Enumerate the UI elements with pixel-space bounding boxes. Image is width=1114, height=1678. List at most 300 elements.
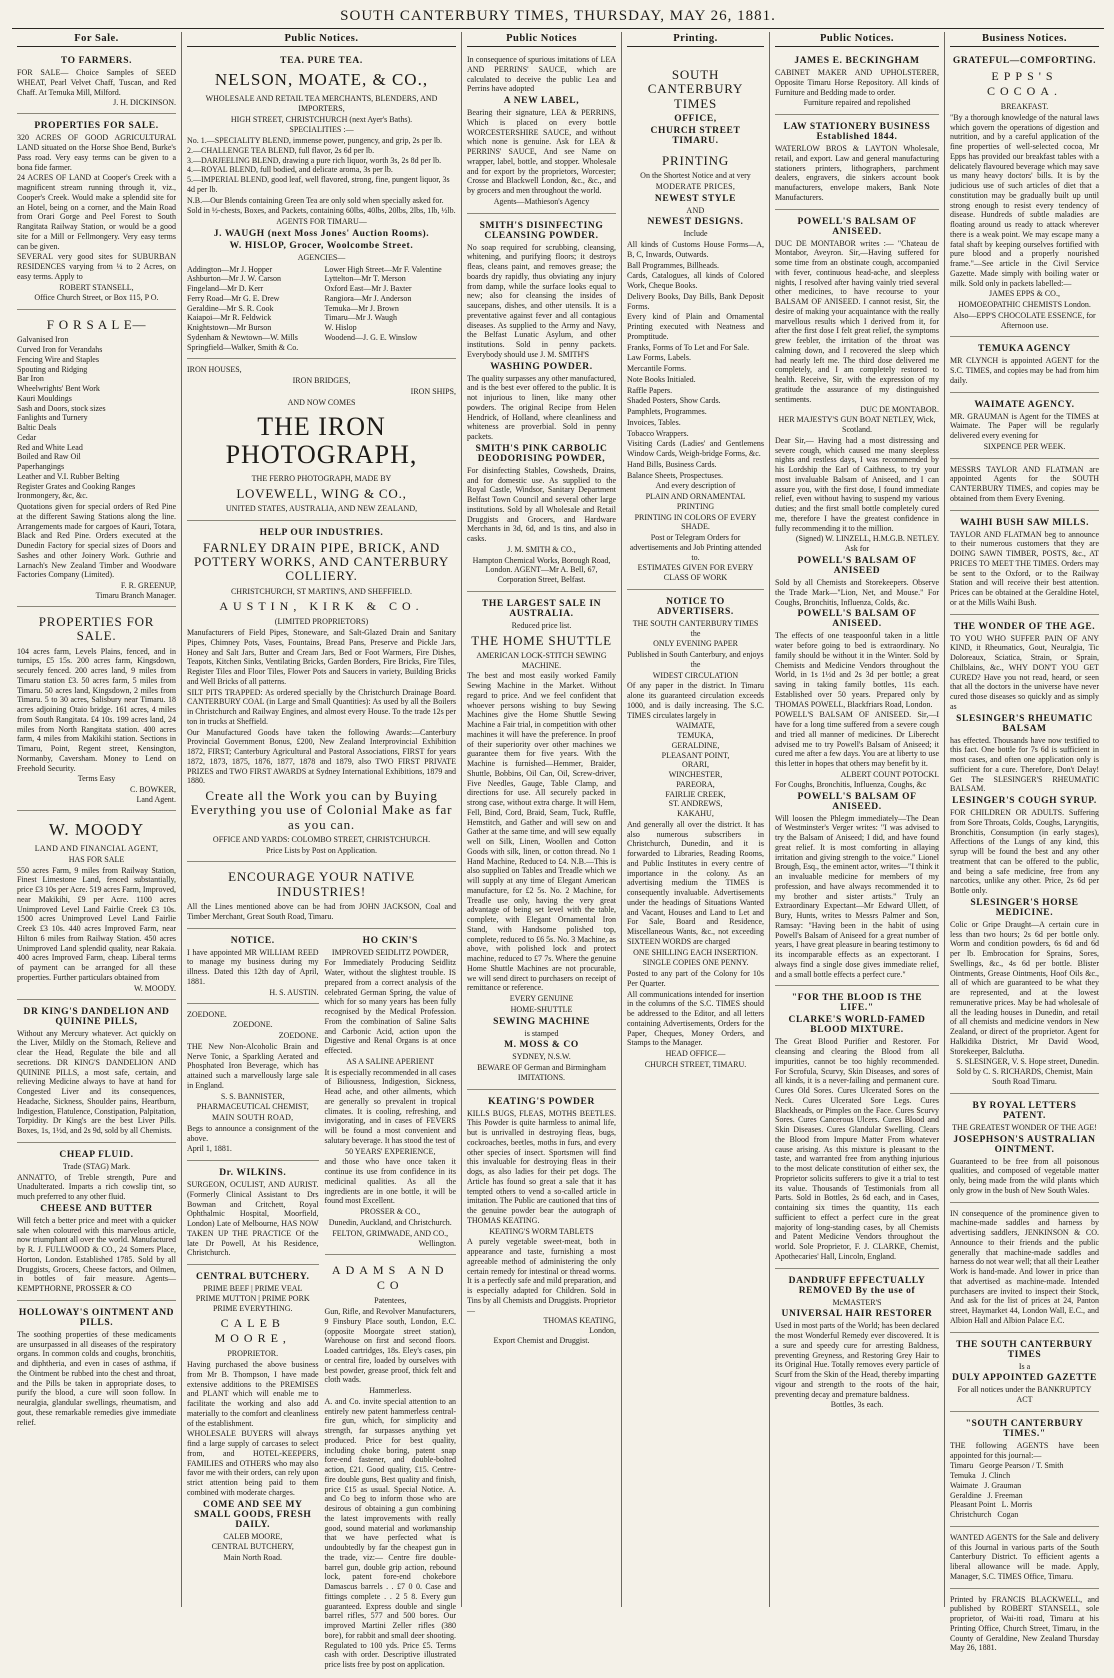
list-item: Invoices, Tables. [627,417,681,427]
ad-for-sale-iron [17,312,176,607]
list-item: Visiting Cards (Ladies' and Gentlemens Window Cards, Weigh-bridge Forms, &c. [627,439,764,459]
ad-line: ZOEDONE. [278,1031,319,1041]
ad-epps-cocoa [950,51,1099,337]
ad-line: On the Shortest Notice and at very [640,171,751,181]
ad-subheading: WHOLESALE AND RETAIL TEA MERCHANTS, BLENDERS, AND IMPORTERS, [205,94,438,113]
ad-body: And generally all over the district. It has also numerous subscribers in Christchurch, Dunedin, and it is forwarded to Libraries, Reading Rooms, and Public Institutes in every centre of importance in the colony. As an advertising medium the TIMES is consequently invaluable. Advertisements under the headings of Situations Wanted and Vacant, Houses and Land to Let and For Sale, Board and Residence, Miscellaneous Wants, &c., not exceeding SIXTEEN WORDS are charged [627,819,764,946]
ad-wanted-agents [950,1529,1099,1589]
ad-line: ZOEDONE. [232,1020,273,1030]
ad-line: Ask for [844,544,870,554]
ad-subheading: SPECIALITIES :— [289,125,354,135]
ad-signature: CENTRAL BUTCHERY, [211,1542,294,1552]
list-item: Geraldine—Mr S. R. Cook [187,303,274,313]
ad-line: Include [683,229,708,239]
ad-heading: CENTRAL BUTCHERY. [195,1272,310,1283]
ad-line: ESTIMATES GIVEN FOR EVERY CLASS OF WORK [637,563,754,583]
ad-subheading: Reduced price list. [511,620,572,630]
list-item: Ashburton—Mr J. W. Carson [187,274,282,284]
ad-body: Sold in ½-chests, Boxes, and Packets, containing 60lbs, 40lbs, 20lbs, 2lbs, 1lb, ½lb. [187,206,456,216]
list-item: Boiled and Raw Oil [17,452,81,462]
ad-signature: (Signed) W. LINZELL, H.M.G.B. NETLEY. [795,534,939,544]
list-item: Raffle Papers. [627,385,673,395]
ad-heading: SLESINGER'S RHEUMATIC BALSAM [956,713,1093,734]
ad-body: ANNATTO, of Treble strength, Pure and Unadulterated. Imparts a rich cowslip tint, so much preferred to any other fluid. [17,1172,176,1202]
ad-body: Will loosen the Phlegm immediately—The Dean of Westminster's Verger writes: "I was advised to try the Balsam of Aniseed; I did, and have found great relief. It is most comforting in allaying irritation and giving strength to the voice." Lionel Brough, Esq., the eminent actor, writes—"I think it an invaluable medicine for members of my profession, and have always recommended it to my brother and sister artists." Truly an Extraordinary Expectant—Mr Edward Ullett, of Bury, Hunts, writes to Messrs Palmer and Son, Ramsay: "Having been in the habit of using Powell's Balsam of Aniseed for a great number of years, I have great pleasure in bearing testimony to its incomparable effects as an expectorant. I always find a single dose gives immediate relief, and a small bottle effects a perfect cure." [775,813,939,979]
ad-body: The Great Blood Purifier and Restorer. For cleansing and clearing the Blood from all impurities, cannot be too highly recommended. For Scrofula, Scurvy, Skin Diseases, and sores of all kinds, it is a never-failing and permanent cure. Cures Old Sores. Cures Ulcerated Sores on the Neck. Cures Ulcerated Sore Legs. Cures Blackheads, or Pimples on the Face. Cures Scurvy Sores. Cures Cancerous Ulcers. Cures Blood and Skin Diseases. Cures Glandular Swelling. Clears the Blood from Impure Matter From whatever cause arising. As this mixture is pleasant to the taste, and warranted free from anything injurious to the most delicate constitution of either sex, the Proprietor solicits sufferers to give it a trial to test its value. Thousands of Testimonials from all Parts. Sold in Bottles, 2s 6d each, and in Cases, containing six times the quantity, 11s each sufficient to effect a perfect cure in the great majority of long-standing cases, by all Chemists and Patent Medicine Vendors throughout the world. Sole Proprietor, F. J. CLARKE, Chemist, Apothecaries' Hall, Lincoln, England. [775,1037,939,1261]
ad-wilkins [187,1163,319,1265]
ad-clarke-blood [775,988,939,1268]
list-item: 5.—IMPERIAL BLEND, good leaf, well flavored, strong, fine, pungent liquor, 3s 4d per lb. [187,175,450,194]
ad-signature: CALEB MOORE, [223,1531,283,1541]
ad-nelson-tea [187,51,456,359]
ad-body: POWELL'S BALSAM OF ANISEED. Sir,—I have for a long time suffered from a severe cough and tried all manner of medicines. Dr Liberecht advised me to try Powell's Balsam of Aniseed; it cured me after a few days. You are at liberty to use this letter in hopes that others may benefit by it. [775,710,939,768]
ad-heading: THE SOUTH CANTERBURY TIMES [956,1339,1093,1360]
ad-body: Dear Sir,— Having had a most distressing and severe cough, which caused me many sleepless nights and restless days, I was recommended by his Lordship the Earl of Caithness, to try your most invaluable Balsam of Aniseed, and I can assure you, with the first dose, I found immediate relief, even without having to suspend my various duties; and the first small bottle completely cured me, therefore I have the greatest confidence in fully recommending it to the million. [775,435,939,533]
ad-printing-office [627,51,764,590]
list-item: PLEASANT POINT, [661,750,730,760]
ad-body: DUC DE MONTABOR writes :— "Chateau de Montabor, Aveyron. Sir,—Having suffered for some time from an obstinate cough, accompanied with fever, continuous head-ache, and sleepless nights, I resolved after having vainly tried several other medicines, to have recourse to your BALSAM OF ANISEED. I cannot resist, Sir, the desire of making your acquaintance with the really marvellous results which I derived from it, for after the first dose I felt great relief, the symptoms grew feebler, the irritation of the throat was calming down, and I recovered the sleep which had nearly left me. The third dose delivered me completely, and I am completely restored to health. Receive, Sir, with the expression of my gratitude the assurance of my distinguished sentiments. [775,238,939,404]
subcolumn-right [325,931,457,1678]
ad-title: NELSON, MOATE, & CO., [214,70,429,89]
ad-signature: C. BOWKER, [130,785,176,795]
ad-body: MESSRS TAYLOR AND FLATMAN are appointed Agents for the SOUTH CANTERBURY TIMES, and copies may be obtained from them Every Evening. [950,464,1099,503]
ad-heading: UNIVERSAL HAIR RESTORER [781,1309,933,1320]
table-row [950,1461,1099,1471]
table-row [950,1500,1099,1510]
list-item: PAREORA, [676,779,715,789]
ad-signature: JAMES EPPS & CO., [989,289,1060,299]
list-item: Shaded Posters, Show Cards. [627,396,721,406]
column-business-notices [945,32,1104,1653]
list-item: Baltic Deals [17,423,57,433]
ad-body: 24 ACRES OF LAND at Cooper's Creek with a magnificent stream running through it, viz., Cooper's Creek. Would make a splendid site for an Hotel, being on a corner, and the Main Road from Orari Gorge and Peel Forest to South Rangitata Railway Station, or would be a good site for a Mill or Fellmongery. Very easy terms can be given. [17,173,176,251]
ad-heading: LAW STATIONERY BUSINESS Established 1844. [783,122,931,142]
ad-holloway [17,1303,176,1434]
ad-moody [17,813,176,1000]
list-item: Hand Bills, Business Cards. [627,459,717,469]
ad-signature: FELTON, GRIMWADE, AND CO., [332,1228,449,1238]
ad-signature: PHARMACEUTICAL CHEMIST, [196,1102,309,1112]
list-item: Cedar [17,432,37,442]
table-cell-place: Waimate [950,1480,979,1490]
ad-heading: CHURCH STREET TIMARU. [650,125,741,146]
list-item: TEMUKA, [677,731,714,741]
ad-body: I have appointed MR WILLIAM REED to manage my business during my illness. Dated this 12th day of April, 1881. [187,947,319,986]
ad-title: CALEB MOORE, [214,1316,291,1346]
ad-line: HOME-SHUTTLE [510,1004,573,1014]
ad-heading: F O R S A L E— [46,317,147,332]
ad-josephson [950,1096,1099,1203]
ad-adams [325,1257,457,1676]
list-item: Curved Iron for Verandahs [17,345,103,355]
list-item: Fanlights and Turnery [17,413,88,423]
ad-lea-perrins [467,51,616,214]
ad-subheading: KEATING'S WORM TABLETS [489,1226,594,1236]
ad-heading: NOTICE. [230,935,275,946]
ad-signature: Export Chemist and Druggist. [493,1336,590,1346]
ad-notice-advertisers [627,592,764,1076]
ad-heading: TEMUKA AGENCY [977,344,1072,355]
column-heading: Public Notices. [775,32,939,47]
ad-subheading: AS A SALINE APERIENT [346,1056,435,1066]
ad-heading: CHEESE AND BUTTER [40,1203,153,1214]
ad-subheading: (LIMITED PROPRIETORS) [274,617,369,627]
ad-title: FARNLEY DRAIN PIPE, BRICK, AND POTTERY WORKS, AND CANTERBURY COLLIERY. [193,539,450,584]
list-item: PRIME EVERYTHING. [212,1303,293,1313]
list-item: Woodend—J. G. E. Winslow [324,332,418,342]
ad-to-farmers [17,51,176,114]
ad-line: HEAD OFFICE— [665,1049,726,1059]
ad-body: For Immediately Producing Seidlitz Water, without the slightest trouble. IS prepared from a correct analysis of the celebrated German Spring, the value of which for so many years has been fully recognised by the Medical Profession. From the combination of Saline Salts and Carbonic Acid, action upon the Digestive and Renal Organs is at once effected. [324,958,456,1056]
ad-signature: J. M. SMITH & CO., [507,544,576,554]
ad-body: Gun, Rifle, and Revolver Manufacturers, 9 Finsbury Place south, London, E.C. (opposite Moorgate street station), Warehouse on first and second floors. Loaded cartridges, 18s. Eley's cases, pin or central fire, loaded by ourselves with best powder, grease proof, thick felt and cloth wads. [324,1307,456,1385]
ad-iron-photograph [187,361,456,520]
column-public-notices-2 [462,32,622,1607]
ad-hair-restorer [775,1271,939,1417]
ad-heading: HOLLOWAY'S OINTMENT AND PILLS. [18,1307,175,1328]
ad-heading: NEWEST STYLE [654,193,737,204]
ad-signature: DUC DE MONTABOR. [860,405,939,415]
list-item: Ferry Road—Mr G. E. Drew [187,293,280,303]
table-row [950,1510,1099,1520]
list-item: Ironmongery, &c, &c. [17,491,88,501]
list-item: PRIME MUTTON | PRIME PORK [195,1293,310,1303]
ad-subheading: AGENCIES— [297,252,346,262]
ad-temuka-agency [950,339,1099,392]
columns [12,32,1104,1670]
list-item: Timaru—Mr J. Waugh [324,313,397,323]
ad-body: Guaranteed to be free from all poisonous qualities, and composed of vegetable matter only, being made from the wild plants which only grow in the bush of New South Wales. [950,1156,1099,1195]
ad-body: IN consequence of the prominence given to machine-made saddles and harness by advertising saddlers, JENKINSON & CO. Announce to their friends and the public generally that machine-made saddles and harness do not wear well; that all their Leather Work is hand-made. And lower in price than that advertised as machine-made. Intended purchasers are invited to inspect their Stock, And ask for the list of prices at 24, Panton street, Haymarket 44, London Wall, E.C., and Albion Hall and Albion Palace E.C. [950,1208,1099,1325]
ad-heading: M. MOSS & CO [504,1040,579,1051]
ad-line: IRON BRIDGES, [292,376,351,385]
ad-signature: Office Church Street, or Box 115, P O. [34,293,159,303]
ad-signature: F. R. GREENUP, [120,581,176,591]
ad-heading: CLARKE'S WORLD-FAMED BLOOD MIXTURE. [788,1015,926,1036]
ad-central-butchery [187,1267,319,1569]
imprint-text: Printed by FRANCIS BLACKWELL, and published by ROBERT STANSELL, sole proprietor, of Wai-iti road, Timaru at his Printing Office, Church Street, Timaru, in the County of Geraldine, New Zealand Thursday May 26, 1881. [950,1594,1099,1653]
ad-body: The best and most easily worked Family Sewing Machine in the Market. Without regard to price. And we feel confident that whoever persons wishing to buy Sewing Machines give the Home Shuttle Sewing Machine a Fair trial, in competition with other machines it will have the preference. In proof of their superiority over other machines we guarantee them for five years. With the Machine is furnished—Hemmer, Braider, Shuttle, Bobbins, Oil Can, Oil, Screw-driver, Five Needles, Gauge, Table Clamp, and directions for use. All securely packed in strong case, without extra charge. It will Hem, Fell, Bind, Cord, Braid, Seam, Tuck, Ruffle, Hemstitch, and Gather and will sew on and Gather at the same time, and will sew equally well on Silk, Linen, Woollen and Cotton Goods with silk, linen, or cotton thread. No 1 Hand Machine, Reduced to £4. N.B.—This is also supplied on Tables and Treadle which we will supply at any time of Elegant American manufacture, for £2 5s. No. 2 Machine, for Treadle use only, having the very great advantage of being set level with the table, complete, with Elegant Ornamental Iron Stand, with Handsome polished top, complete, reduced to £6 5s. No. 3 Machine, as above, with polished lock and protect machine, reduced to £7 7s. Where the genuine Home Shuttle Machines are not procurable, we will send direct to purchasers on receipt of remittance or reference. [467,671,616,993]
ad-heading: J. WAUGH (next Moss Jones' Auction Rooms). [213,228,430,239]
agencies-table [187,264,456,354]
ad-agents [950,1414,1099,1527]
table-cell-place: Pleasant Point [950,1500,996,1510]
ad-title: ADAMS AND CO [331,1263,449,1293]
ad-heading: "FOR THE BLOOD IS THE LIFE." [791,993,923,1014]
ad-subheading: THE GREATEST WONDER OF THE AGE! [952,1122,1097,1132]
ad-keating [467,1092,616,1353]
ad-subheading: Furniture repaired and repolished [803,98,911,108]
ad-heading: "SOUTH CANTERBURY TIMES." [965,1418,1084,1439]
column-public-notices-1 [182,32,462,1670]
ad-subheading: Hammerless. [369,1386,412,1396]
ad-heading: CHEAP FLUID. [59,1149,134,1160]
ad-signature: London, [589,1326,616,1336]
ad-line: IRON HOUSES, [187,365,242,375]
ad-line: WIDEST CIRCULATION [652,670,739,680]
ad-line: ONE SHILLING EACH INSERTION. [633,947,758,957]
ad-heading: WASHING POWDER. [490,361,593,372]
list-item: Fencing Wire and Staples [17,354,99,364]
ad-body: Without any Mercury whatever. Act quickly on the Liver, Mildly on the Stomach, Relieve and clear the Head, Regulate the bile and all secretions. DR KING'S DANDELION AND QUININE PILLS, a most safe, certain, and relieving Medicine always to have at hand for Congested Liver and its consequences, Headache, Sickness, Shoulder pains, Heartburn, Indigestion, Flatulence, Constipation, Palpitation, Torpidity. Dr King's are the best Liver Pills. Boxes, 1s, 1½d, and 2s 9d, sold by all Chemists. [17,1028,176,1136]
ad-line: CHURCH STREET, TIMARU. [644,1059,747,1069]
list-item: Springfield—Walker, Smith & Co. [187,342,299,352]
ad-subheading: Patentees, [374,1296,407,1306]
list-item: WAIMATE, [676,721,715,731]
list-item: And every description of [655,481,736,491]
ad-line: Is a [1018,1361,1031,1371]
table-row [950,1491,1099,1501]
ad-signature: PROSSER & CO., [360,1207,421,1217]
ad-heading: POWELL'S BALSAM OF ANISEED. [797,609,917,630]
ad-body: KILLS BUGS, FLEAS, MOTHS BEETLES. This Powder is quite harmless to animal life, but is unrivalled in destroying fleas, bugs, cockroaches, beetles, moths in furs, and every other species of insect. Sportsmen will find this invaluable for destroying fleas in their dogs, as also ladies for their pet dogs. The Article has found so great a sale that it has tempted others to vend a so-called article in imitation. The Public are cautioned that tins of the genuine powder bear the autograph of THOMAS KEATING. [467,1108,616,1225]
ad-title: THE IRON PHOTOGRAPH, [225,412,418,469]
list-item: Lower High Street—Mr F. Valentine [324,264,442,274]
ad-heading: A NEW LABEL, [503,96,580,106]
column-heading: Public Notices [467,32,616,47]
ad-body: Sold by all Chemists and Storekeepers. Observe the Trade Mark—"Lion, Net, and Mouse." For Coughs, Bronchitis, Influenza, Colds, &c. [775,578,939,607]
ad-signature: J. H. DICKINSON. [113,98,176,108]
ad-heading: COME AND SEE MY SMALL GOODS, FRESH DAILY. [194,1499,312,1530]
ad-line: SINGLE COPIES ONE PENNY. [642,958,749,968]
ad-subheading: Trade (STAG) Mark. [62,1161,131,1171]
ad-heading: TEA. PURE TEA. [280,56,363,66]
ad-line: Bottles, 3s each. [830,1400,884,1410]
list-item: Oxford East—Mr J. Baxter [324,284,412,293]
ad-heading: POWELL'S BALSAM OF ANISEED. [797,791,917,812]
ad-signature: Also—EPP'S CHOCOLATE ESSENCE, for Afternoon use. [953,310,1096,330]
ad-heading: Dr. WILKINS. [219,1168,287,1179]
ad-title: PRINTING [661,152,730,168]
ad-heading: DR KING'S DANDELION AND QUININE PILLS, [23,1006,170,1027]
ad-subheading: CHRISTCHURCH, ST MARTIN'S, AND SHEFFIELD. [230,586,413,596]
agencies-left [187,265,319,353]
table-cell-agent: Cogan [997,1510,1019,1519]
ad-heading: JAMES E. BECKINGHAM [794,56,920,66]
ad-body: has effected. Thousands have now testified to this fact. One bottle for 7s 6d is sufficient in most cases, and often one application only is sufficient for a cure. Therefore, Don't Delay! Get The SLESINGER'S RHEUMATIC BALSAM. [950,735,1099,794]
list-item: No. 1.—SPECIALITY BLEND, immense power, pungency, and grip, 2s per lb. [187,136,443,145]
list-item: Law Forms, Labels. [627,353,691,363]
ad-farnley [187,523,456,863]
list-item: Addington—Mr J. Hopper [187,264,273,274]
two-column-block [187,931,456,1678]
ad-line: AND NOW COMES [287,397,356,407]
list-item: Delivery Books, Day Bills, Bank Deposit Forms. [627,291,764,311]
ad-line: ZOEDONE. [187,1009,227,1019]
ad-body: Begs to announce a consignment of the above. [187,1123,319,1143]
table-row [950,1481,1099,1491]
ad-heading: WAIMATE AGENCY. [974,399,1075,410]
ad-body: SURGEON, OCULIST, AND AURIST. (Formerly Clinical Assistant to Drs Bowman and Critchett, Royal Ophthalmic Hospital, Moorfield, London) Late of Melbourne, HAS NOW TAKEN UP THE PRACTICE Of the late Dr Powell, At his Residence, Christchurch. [187,1180,319,1258]
list-item: 4.—ROYAL BLEND, full bodied, and delicate aroma, 3s per lb. [187,165,393,175]
ad-title: ENCOURAGE YOUR NATIVE INDUSTRIES! [228,869,415,899]
ad-cheap-fluid [17,1145,176,1301]
item-list [17,335,176,501]
ad-signature: ROBERT STANSELL, [59,282,134,292]
ad-line: For all notices under the BANKRUPTCY ACT [957,1385,1092,1404]
ad-signature: Land Agent. [136,795,176,805]
item-list [187,1284,319,1313]
ad-signature: ALBERT COUNT POTOCKI. [840,769,939,779]
ad-heading: THE LARGEST SALE IN AUSTRALIA. [481,598,602,619]
ad-subheading: AGENTS FOR TIMARU— [276,217,367,226]
ad-heading: PROPERTIES FOR SALE. [34,121,159,132]
masthead: SOUTH CANTERBURY TIMES, THURSDAY, MAY 26, 1881. [12,6,1104,29]
table-cell-agent: J. Grauman [984,1480,1022,1490]
ad-subheading: UNITED STATES, AUSTRALIA, AND NEW ZEALAND, [225,503,418,513]
column-heading: For Sale. [17,32,176,47]
ad-body: For Coughs, Bronchitis, Influenza, Coughs, &c [775,779,927,789]
list-item: Mercantile Forms. [627,364,687,374]
ad-signature: Wellington. [418,1239,456,1249]
ad-heading: HO CKIN'S [362,935,418,946]
ad-line: PLAIN AND ORNAMENTAL PRINTING [645,492,746,511]
ad-law-stationery [775,117,939,210]
table-cell-place: Timaru [950,1461,974,1471]
ad-heading: DULY APPOINTED GAZETTE [952,1373,1097,1384]
ad-body: Quotations given for special orders of Red Pine at the different Sawing Stations along the line. Arrangements made for cargoes of Kauri, Totara, Black and Red Pine. Orders executed at the Dunedin Factory for special sizes of Doors and Sashes and other Joinery Work. Guthrie and Larnach's New Zealand Timber and Woodware Factories Company (Limited). [17,502,176,580]
list-item: Tobacco Wrappers. [627,428,689,438]
ad-body: 104 acres farm, Levels Plains, fenced, and in turnips, £5 15s. 200 acres farm, Kingsdown, securely fenced. 200 acres land, 9 miles from Timaru station £3. 50 acres farm, 5 miles from Timaru. 50 acres land, Kingsdown, 2 miles from Timaru. 5 to 30 acres, Salisbury near Timaru. 18 acres adjoining Otaio bridge. 161 acres, 4 miles from South Rangitata. £4 10s. 199 acres land, 24 miles from North Rangitata station. 400 acres farm, 4 miles from Makikihi station. Sections in Timaru, Point, Regent street, Kensington, Normanby, Caversham. Money to Lend on Freehold Security. [17,646,176,773]
ad-body: Of any paper in the district. In Timaru alone its guaranteed circulation exceeds 1000, and is daily increasing. The S.C. TIMES circulates largely in [627,681,764,720]
ad-signature: H. S. AUSTIN. [269,987,319,997]
table-cell-agent: L. Morris [1001,1500,1033,1510]
list-item: All kinds of Customs House Forms—A, B, C, Inwards, Outwards. [627,240,764,259]
list-item: Sash and Doors, stock sizes [17,403,106,413]
ad-heading: SLESINGER'S HORSE MEDICINE. [970,897,1079,918]
agencies-right [325,265,457,353]
ad-signature: W. MOODY. [133,983,176,993]
list-item: Knightstown—Mr Burson [187,323,272,332]
ad-subheading: PROPRIETOR. [227,1349,279,1359]
ad-signature: THOMAS KEATING, [543,1316,616,1326]
list-item: Bar Iron [17,374,44,384]
ad-taylor-flatman [950,461,1099,511]
ad-body: No soap required for scrubbing, cleansing, whitening, and purifying floors; it destroys fleas, cleans paint, and removes grease; the boards dry rapidly, thus obviating any injury from damp, while the surface looks equal to new; also for cleansing the insides of saucepans, dishes, and other utensils. It is a preventative against fever and all contagious diseases. As supplied to the Army and Navy, the Belfast Lunatic Asylum, and other institutions. Sold in penny packets. Everybody should use J. M. SMITH'S [467,242,616,359]
ad-line: SIXPENCE PER WEEK. [983,441,1066,451]
ad-line: THE SOUTH CANTERBURY TIMES the [632,618,759,638]
ad-notice-austin [187,931,319,1004]
list-item: Kauri Mouldings [17,393,72,403]
list-item: Galvanised Iron [17,335,69,345]
ad-heading: W. MOODY [48,820,145,840]
list-item: Pamphlets, Programmes. [627,407,707,417]
ad-body: WHOLESALE BUYERS will always find a large supply of carcases to select from, and HOTEL-KEEPERS, FAMILIES and OTHERS who may also favor me with their orders, can rely upon strict attention being paid to them combined with moderate charges. [187,1429,319,1497]
table-cell-agent: J. Clinch [981,1471,1011,1480]
table-row [950,1471,1099,1481]
ad-line: EVERY GENUINE [509,994,574,1004]
list-item: Kaiapoi—Mr R. Feldwick [187,313,272,323]
list-item: ORARI, [682,760,709,770]
ad-body: THE New Non-Alcoholic Brain and Nerve Tonic, a Sparkling Aerated and Phosphated Iron Beverage, which has attained such a marvellously large sale in England. [187,1041,319,1090]
ad-body: THE following AGENTS have been appointed for this journal:— [950,1440,1099,1460]
ad-subheading: BREAKFAST. [1000,102,1049,111]
ad-subheading: HER MAJESTY'S GUN BOAT NETLEY, Wick, Scotland. [778,415,936,434]
ad-body: TO YOU WHO SUFFER PAIN OF ANY KIND, it Rheumatics, Gout, Neuralgia, Tic Doloreaux, Sciatica, Strain, or Sprain, Chilblains, &c., WHY DON'T YOU GET CURED? Have you not read, heard, or seen that all the doctors in the universe have never cured those diseases so quickly and as simply as [950,633,1099,711]
ad-signature: Timaru Branch Manager. [95,591,176,601]
ad-powell [775,212,939,987]
table-cell-agent: J. Freeman [987,1490,1023,1500]
ad-heading: SMITH'S PINK CARBOLIC DEODORISING POWDER, [475,443,608,464]
ad-body: All communications intended for insertion in the columns of the S.C. TIMES should be addressed to the Editor, and all letters containing Advertisements, Orders for the Paper, Cheques, Money Orders, and Stamps to the Manager. [627,989,764,1048]
ad-body: FOR CHILDREN OR ADULTS. Suffering from Sore Throats, Colds, Coughs, Laryngitis, Bronchitis, Consumption (in early stages), Affections of the Lungs of any kind, this syrup will be found the best and any other treatment that can be offered to the public, and being a safe medicine, free from any narcotics, unlike any other. Price, 2s 6d per Bottle only. [950,808,1099,895]
column-public-notices-3 [770,32,945,1607]
ad-body: Our Manufactured Goods have taken the following Awards:—Canterbury Provincial Government Bonus, £200, New Zealand Interprovincial Exhibition 1872, FIRST; Canterbury Agricultural and Pastoral Associations, FIRST for years 1872, 1873, 1875, 1876, 1877, 1878 and 1879, also TWO FIRST PRIVATE PRIZES and TWO FIRST AWARDS at Sydney International Exhibitions, 1879 and 1880. [187,727,456,786]
ad-line: Post or Telegram Orders for advertisements and Job Printing attended to. [629,533,762,562]
ad-body: Manufacturers of Field Pipes, Stoneware, and Salt-Glazed Drain and Sanitary Pipes, Chimney Pots, Vases, Fountains, Bread Pans, Preserve and Pickle Jars, Honey and Salt Jars, Butter and Cream Jars, Bed or Foot Warmers, Fire Dishes, Teapots, Kitchen Sinks, Ventilating Bricks, Garden Borders, Fire Bricks, Fire Tiles, Register Tiles and Floor Tiles, Flower Pots and Saucers in variety, Building Bricks and Well Bricks of all patterns. [187,628,456,686]
ad-line: BEWARE OF German and Birmingham IMITATIONS. [477,1063,606,1082]
ad-signature: HOMOEOPATHIC CHEMISTS London. [958,300,1091,309]
ad-body: "By a thorough knowledge of the natural laws which govern the operations of digestion and nutrition, and by a careful application of the fine properties of well-selected cocoa, Mr Epps has provided our breakfast tables with a delicately flavoured beverage which may save us many heavy doctors' bills. It is by the judicious use of such articles of diet that a constitution may be gradually built up until strong enough to resist every tendency of disease. Hundreds of subtle maladies are floating around us ready to attack wherever there is a weak point. We may escape many a fatal shaft by keeping ourselves fortified with pure blood and a properly nourished frame."—See article in the Civil Service Gazette. Made simply with boiling water or milk. Sold only in packets labelled:— [950,112,1099,288]
list-item: W. Hislop [324,323,357,332]
ad-signature: Agents—Mathieson's Agency [493,196,590,206]
list-item: 3.—DARJEELING BLEND, drawing a pure rich liquor, worth 3s, 2s 8d per lb. [187,155,442,165]
ad-hockin [325,931,457,1256]
item-list [627,240,764,491]
list-item: Wheelwrights' Bent Work [17,384,100,394]
ad-body: FOR SALE— Choice Samples of SEED WHEAT, Pearl Velvet Chaff, Tuscan, and Red Chaff. At Temuka Mill, Milford. [17,68,176,97]
list-item: Franks, Forms of To Let and For Sale. [627,342,750,352]
ad-line: is stamped [524,1028,559,1038]
ad-heading: POWELL'S BALSAM OF ANISEED [797,556,917,576]
list-item: KAKAHU, [677,809,714,819]
column-heading: Printing. [627,32,764,47]
list-item: Every kind of Plain and Ornamental Printing executed with Neatness and Promptitude. [627,312,764,341]
list-item: Fingeland—Mr D. Kerr [187,284,264,293]
list-item: Register Grates and Cooking Ranges [17,481,136,491]
list-item: Spouting and Ridging [17,364,88,374]
ad-body: It is especially recommended in all cases of Biliousness, Indigestion, Sickness, Head ache, and other ailments, which are generally so prevalent in tropical climates. It is cooling, refreshing, and invigorating, and in cases of FEVERS will be found a most convenient and salutary beverage. It has stood the test of [324,1067,456,1145]
column-printing [622,32,770,1607]
ad-body: MR CLYNCH is appointed AGENT for the S.C. TIMES, and copies may be had from him daily. [950,356,1099,385]
ad-body: 550 acres Farm, 9 miles from Railway Station, Finest Limestone Land, fenced substantially, price £3 10s per Acre. 519 acres Farm, Improved, near Makikihi, £9 per Acre. 1100 acres Unimproved Level Land Fairlie Creek £3 10s. 1500 acres Unimproved Level Land Fairlie Creek £3 10s. 440 acres Improved Farm, near Hilton 6 miles from Railway Station. 450 acres Unimproved Land splendid quality, near Rakaia. 400 acres Improved Farm, cheap. Liberal terms of payment can be arranged for all these properties. Further particulars obtained from [17,865,176,982]
ad-signature: S. S. BANNISTER, [220,1091,285,1101]
ad-signature: Main North Road. [223,1553,282,1563]
ad-body: 320 ACRES OF GOOD AGRICULTURAL LAND situated on the Horse Shoe Bend, Burke's Pass road. Very easy terms can be given to a bona fide farmer. [17,133,176,172]
ad-line: SYDNEY, N.S.W. [512,1052,571,1062]
list-item: Red and White Lead [17,442,83,452]
ad-heading: OFFICE, [674,113,717,124]
ad-properties-bowker [17,609,176,811]
ad-subheading: OFFICE AND YARDS: COLOMBO STREET, CHRISTCHURCH. [212,834,431,844]
list-item: ST. ANDREWS, [668,799,723,809]
ad-line: PRINTING IN COLORS OF EVERY SHADE. [634,512,757,532]
ad-body: The quality surpasses any other manufactured, and is the best ever offered to the public. It is not injurious to linen, like many other powders. The original Recipe from Helen Hendrick, of Holland, where cleanliness and whiteness are proverbial. Sold in penny packets. [467,373,616,441]
places-list [627,721,764,819]
ad-jenkinson [950,1205,1099,1333]
ad-subheading: HIGH STREET, CHRISTCHURCH (next Ayer's Baths). [230,114,413,124]
list-item: Ball Programmes, Billheads. [627,260,719,270]
ad-body: Colic or Gripe Draught—A certain cure in less than two hours; 2s 6d per bottle only. Worm and condition powders, 6s 6d and 6d per lb. Embrocation for Sprains, Sores, Swellings, &c., 4s 6d per bottle. Blister Ointments, Grease Ointments, Hoof Oils &c., all of which are guaranteed to be what they are represented, and at the lowest remunerative prices. May be had wholesale of all the leading houses in Dunedin, and retail of all chemists and medicine vendors in New Zealand, or direct of the proprietor. Agent for Halkidika District, Mr David Wood, Storekeeper, Balclutha. [950,919,1099,1056]
list-item: Note Books Initialed. [627,374,696,384]
ad-heading: KEATING'S POWDER [488,1096,595,1107]
ad-heading: TO FARMERS. [60,56,133,66]
ad-line: ONLY EVENING PAPER [653,639,738,649]
ad-body: N.B.—Our Blends containing Green Tea are only sold when specially asked for. [187,195,444,205]
ad-body: SILT PITS TRAPPED: As ordered specially by the Christchurch Drainage Board. CANTERBURY COAL (in Large and Small Quantities): As used by all the Boilers in Christchurch and Railway Engines, and almost every House. To the trade 12s per ton in trucks at Sheffield. [187,687,456,726]
ad-heading: W. HISLOP, Grocer, Woolcombe Street. [229,240,414,251]
ad-body: MR. GRAUMAN is Agent for the TIMES at Waimate. The Paper will be regularly delivered every evening for [950,411,1099,440]
ad-subheading: HAS FOR SALE [68,854,125,864]
table-cell-place: Temuka [950,1471,976,1480]
ad-line: IRON SHIPS, [410,386,456,396]
ad-body: All the Lines mentioned above can be had from JOHN JACKSON, Coal and Timber Merchant, Great South Road, Timaru. [187,902,456,921]
list-item: Cards, Catalogues, all kinds of Colored Work, Cheque Books. [627,271,764,291]
ad-heading: WAIHI BUSH SAW MILLS. [959,517,1090,528]
ad-body: WATERLOW BROS & LAYTON Wholesale, retail, and export. Law and general manufacturing stationers printers, lithographers, parchment dealers, engravers, die sinkers account book manufacturers, envelope makers, Bank Note Manufacturers. [775,144,939,202]
list-item: FAIRLIE CREEK, [665,789,726,799]
ad-signature: Sold by C. S. RICHARDS, Chemist, Main South Road Timaru. [956,1067,1093,1086]
